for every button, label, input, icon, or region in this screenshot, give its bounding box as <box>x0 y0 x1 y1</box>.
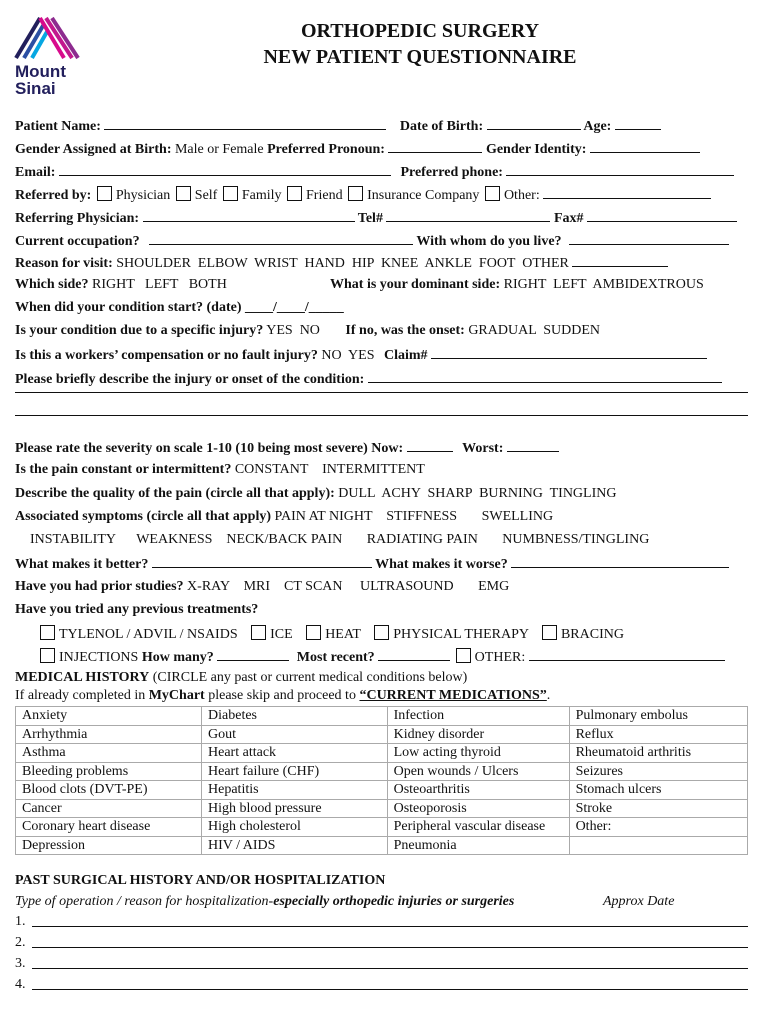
medical-condition[interactable]: Blood clots (DVT-PE) <box>16 781 202 800</box>
medical-history-note: (CIRCLE any past or current medical conditions below) <box>152 670 468 685</box>
occupation-label: Current occupation? <box>15 234 140 249</box>
other-treat-checkbox[interactable] <box>456 648 471 663</box>
describe-field-3[interactable] <box>15 415 748 416</box>
studies-row <box>15 579 509 595</box>
phone-field[interactable] <box>506 163 734 176</box>
medical-condition[interactable]: Pulmonary embolus <box>569 707 747 726</box>
worst-label: Worst: <box>462 441 504 456</box>
occupation-field[interactable] <box>149 232 413 245</box>
form-title-line1: ORTHOPEDIC SURGERY <box>300 20 540 42</box>
describe-label: Please briefly describe the injury or onset of the condition: <box>15 372 365 387</box>
surgical-sub-a: Type of operation / reason for hospitalization- <box>15 894 274 909</box>
assoc-options-2[interactable]: INSTABILITY WEAKNESS NECK/BACK PAIN RADIATING PAIN NUMBNESS/TINGLING <box>30 532 650 547</box>
most-recent-label: Most recent? <box>296 650 375 665</box>
workers-row <box>15 346 707 364</box>
surgery-field-1[interactable] <box>32 926 748 927</box>
medical-row <box>16 818 748 837</box>
medical-row <box>16 781 748 800</box>
patient-name-field[interactable] <box>104 117 386 130</box>
medical-condition[interactable]: Diabetes <box>202 707 388 726</box>
medical-condition[interactable]: Other: <box>569 818 747 837</box>
medical-condition[interactable]: Arrhythmia <box>16 725 202 744</box>
pt-label: PHYSICAL THERAPY <box>393 627 529 642</box>
logo-line2: Sinai <box>15 79 56 98</box>
pt-checkbox[interactable] <box>374 625 389 640</box>
medical-history-heading <box>15 670 467 686</box>
injury-options[interactable]: YES NO <box>266 323 320 338</box>
dob-field[interactable] <box>487 117 581 130</box>
quality-label: Describe the quality of the pain (circle all that apply): <box>15 486 335 501</box>
severity-label: Please rate the severity on scale 1-10 (10 being most severe) Now: <box>15 441 404 456</box>
live-with-label: With whom do you live? <box>416 234 562 249</box>
better-label: What makes it better? <box>15 557 149 572</box>
medical-row <box>16 725 748 744</box>
how-many-label: How many? <box>141 650 214 665</box>
physician-checkbox[interactable] <box>97 186 112 201</box>
treatments-row <box>38 625 624 643</box>
surgery-num-1: 1. <box>15 914 26 929</box>
ice-checkbox[interactable] <box>251 625 266 640</box>
mychart-note <box>15 688 550 704</box>
email-label: Email: <box>15 165 56 180</box>
logo-line1: Mount <box>15 62 66 81</box>
injury-label: Is your condition due to a specific injury? <box>15 323 264 338</box>
severity-worst-field[interactable] <box>507 439 559 452</box>
pronoun-label: Preferred Pronoun: <box>267 142 385 157</box>
medical-row <box>16 762 748 781</box>
medical-condition[interactable]: Anxiety <box>16 707 202 726</box>
surgical-heading: PAST SURGICAL HISTORY AND/OR HOSPITALIZATION <box>15 873 386 888</box>
dominant-label: What is your dominant side: <box>330 277 501 292</box>
heat-label: HEAT <box>325 627 361 642</box>
referred-by-label: Referred by: <box>15 188 92 203</box>
surgery-num-2: 2. <box>15 935 26 950</box>
medical-row <box>16 799 748 818</box>
tylenol-checkbox[interactable] <box>40 625 55 640</box>
constant-label: Is the pain constant or intermittent? <box>15 462 232 477</box>
workers-label: Is this a workers’ compensation or no fault injury? <box>15 348 318 363</box>
assoc-options[interactable]: PAIN AT NIGHT STIFFNESS SWELLING <box>274 509 554 524</box>
studies-label: Have you had prior studies? <box>15 579 184 594</box>
medical-condition <box>569 836 747 855</box>
surgical-subheading <box>15 894 514 910</box>
medical-condition[interactable]: High cholesterol <box>202 818 388 837</box>
ice-label: ICE <box>270 627 293 642</box>
medical-row <box>16 744 748 763</box>
quality-options[interactable]: DULL ACHY SHARP BURNING TINGLING <box>338 486 617 501</box>
medical-condition[interactable]: Gout <box>202 725 388 744</box>
describe-row <box>15 370 722 388</box>
gender-row <box>15 140 700 158</box>
quality-row <box>15 486 616 502</box>
insurance-checkbox[interactable] <box>348 186 363 201</box>
live-with-field[interactable] <box>569 232 729 245</box>
medical-condition[interactable]: Low acting thyroid <box>387 744 569 763</box>
other-ref-checkbox[interactable] <box>485 186 500 201</box>
mychart-label: MyChart <box>148 688 205 703</box>
claim-label: Claim# <box>383 348 428 363</box>
medical-condition[interactable]: Open wounds / Ulcers <box>387 762 569 781</box>
pronoun-field[interactable] <box>388 140 482 153</box>
medical-history-title: MEDICAL HISTORY <box>15 670 150 685</box>
side-options[interactable]: RIGHT LEFT BOTH <box>92 277 227 292</box>
injury-row <box>15 323 600 339</box>
medical-condition[interactable]: High blood pressure <box>202 799 388 818</box>
medical-condition[interactable]: Cancer <box>16 799 202 818</box>
onset-options[interactable]: GRADUAL SUDDEN <box>468 323 601 338</box>
better-field[interactable] <box>152 555 372 568</box>
medical-condition[interactable]: Bleeding problems <box>16 762 202 781</box>
referring-physician-label: Referring Physician: <box>15 211 140 226</box>
other-treat-label: OTHER: <box>474 650 526 665</box>
occupation-row <box>15 232 729 250</box>
current-medications-link[interactable]: “CURRENT MEDICATIONS” <box>359 688 547 703</box>
medical-condition[interactable]: Coronary heart disease <box>16 818 202 837</box>
surgery-field-4[interactable] <box>32 989 748 990</box>
self-checkbox[interactable] <box>176 186 191 201</box>
email-field[interactable] <box>59 163 391 176</box>
gender-birth-label: Gender Assigned at Birth: <box>15 142 172 157</box>
surgery-line-1 <box>15 914 26 930</box>
surgery-line-2 <box>15 935 26 951</box>
surgical-sub-b: especially orthopedic injuries or surgeries <box>273 894 515 909</box>
medical-condition[interactable]: Heart attack <box>202 744 388 763</box>
gender-birth-options[interactable]: Male or Female <box>174 142 264 157</box>
bracing-label: BRACING <box>560 627 624 642</box>
surgery-line-4 <box>15 977 26 993</box>
medical-condition[interactable]: Peripheral vascular disease <box>387 818 569 837</box>
reason-options[interactable]: SHOULDER ELBOW WRIST HAND HIP KNEE ANKLE FOOT OTHER <box>116 256 569 271</box>
worse-label: What makes it worse? <box>375 557 508 572</box>
medical-row <box>16 836 748 855</box>
age-label: Age: <box>583 119 612 134</box>
medical-condition[interactable]: Kidney disorder <box>387 725 569 744</box>
surgery-num-4: 4. <box>15 977 26 992</box>
medical-condition[interactable]: Infection <box>387 707 569 726</box>
form-title-line2: NEW PATIENT QUESTIONNAIRE <box>263 46 577 68</box>
claim-field[interactable] <box>431 346 707 359</box>
surgery-field-3[interactable] <box>32 968 748 969</box>
tel-label: Tel# <box>357 211 383 226</box>
friend-label: Friend <box>306 188 343 203</box>
workers-options[interactable]: NO YES <box>321 348 375 363</box>
gender-identity-field[interactable] <box>590 140 700 153</box>
studies-options[interactable]: X-RAY MRI CT SCAN ULTRASOUND EMG <box>187 579 510 594</box>
onset-label: If no, was the onset: <box>345 323 465 338</box>
tylenol-label: TYLENOL / ADVIL / NSAIDS <box>59 627 238 642</box>
severity-now-field[interactable] <box>407 439 453 452</box>
reason-label: Reason for visit: <box>15 256 113 271</box>
physician-label: Physician <box>115 188 171 203</box>
medical-condition[interactable]: Reflux <box>569 725 747 744</box>
surgery-num-3: 3. <box>15 956 26 971</box>
tel-field[interactable] <box>386 209 550 222</box>
medical-condition[interactable]: Osteoporosis <box>387 799 569 818</box>
medical-condition[interactable]: Asthma <box>16 744 202 763</box>
medical-condition[interactable]: Rheumatoid arthritis <box>569 744 747 763</box>
referring-physician-row <box>15 209 737 227</box>
contact-row <box>15 163 734 181</box>
mychart-note-pre: If already completed in <box>15 688 146 703</box>
how-many-field[interactable] <box>217 648 289 661</box>
dob-label: Date of Birth: <box>399 119 484 134</box>
medical-condition[interactable]: Depression <box>16 836 202 855</box>
better-worse-row <box>15 555 729 573</box>
treatments-label: Have you tried any previous treatments? <box>15 602 259 617</box>
injections-label: INJECTIONS <box>59 650 139 665</box>
reason-other-field[interactable] <box>572 254 668 267</box>
injections-checkbox[interactable] <box>40 648 55 663</box>
family-label: Family <box>241 188 282 203</box>
other-ref-field[interactable] <box>543 186 711 199</box>
mychart-note-mid: please skip and proceed to <box>208 688 356 703</box>
bracing-checkbox[interactable] <box>542 625 557 640</box>
medical-condition[interactable]: Stroke <box>569 799 747 818</box>
insurance-label: Insurance Company <box>367 188 480 203</box>
side-label: Which side? <box>15 277 89 292</box>
phone-label: Preferred phone: <box>400 165 503 180</box>
surgery-field-2[interactable] <box>32 947 748 948</box>
worse-field[interactable] <box>511 555 729 568</box>
medical-condition[interactable]: HIV / AIDS <box>202 836 388 855</box>
dominant-options[interactable]: RIGHT LEFT AMBIDEXTROUS <box>503 277 704 292</box>
logo-text <box>15 63 66 97</box>
medical-row <box>16 707 748 726</box>
side-row <box>15 277 748 293</box>
most-recent-field[interactable] <box>378 648 450 661</box>
approx-date-label: Approx Date <box>603 894 675 909</box>
constant-options[interactable]: CONSTANT INTERMITTENT <box>234 462 425 477</box>
age-field[interactable] <box>615 117 661 130</box>
heat-checkbox[interactable] <box>306 625 321 640</box>
self-label: Self <box>194 188 218 203</box>
fax-label: Fax# <box>553 211 584 226</box>
describe-field-2[interactable] <box>15 392 748 393</box>
constant-row <box>15 462 425 478</box>
medical-condition[interactable]: Stomach ulcers <box>569 781 747 800</box>
medical-condition[interactable]: Hepatitis <box>202 781 388 800</box>
describe-field-1[interactable] <box>368 370 722 383</box>
severity-row <box>15 439 559 457</box>
medical-condition[interactable]: Heart failure (CHF) <box>202 762 388 781</box>
reason-row <box>15 254 668 272</box>
medical-condition[interactable]: Osteoarthritis <box>387 781 569 800</box>
medical-condition[interactable]: Seizures <box>569 762 747 781</box>
assoc-row <box>15 509 553 525</box>
injections-row <box>38 648 725 666</box>
referred-row <box>15 186 711 204</box>
medical-history-table <box>15 706 748 855</box>
other-treat-field[interactable] <box>529 648 725 661</box>
patient-info-row <box>15 117 661 135</box>
patient-name-label: Patient Name: <box>15 119 101 134</box>
start-date-row[interactable]: When did your condition start? (date) ____/____/_____ <box>15 300 344 315</box>
referring-physician-field[interactable] <box>143 209 355 222</box>
surgery-line-3 <box>15 956 26 972</box>
fax-field[interactable] <box>587 209 737 222</box>
family-checkbox[interactable] <box>223 186 238 201</box>
gender-identity-label: Gender Identity: <box>485 142 587 157</box>
friend-checkbox[interactable] <box>287 186 302 201</box>
mychart-note-end: . <box>546 688 551 703</box>
medical-condition[interactable]: Pneumonia <box>387 836 569 855</box>
assoc-label: Associated symptoms (circle all that apply) <box>15 509 271 524</box>
other-ref-label: Other: <box>503 188 540 203</box>
